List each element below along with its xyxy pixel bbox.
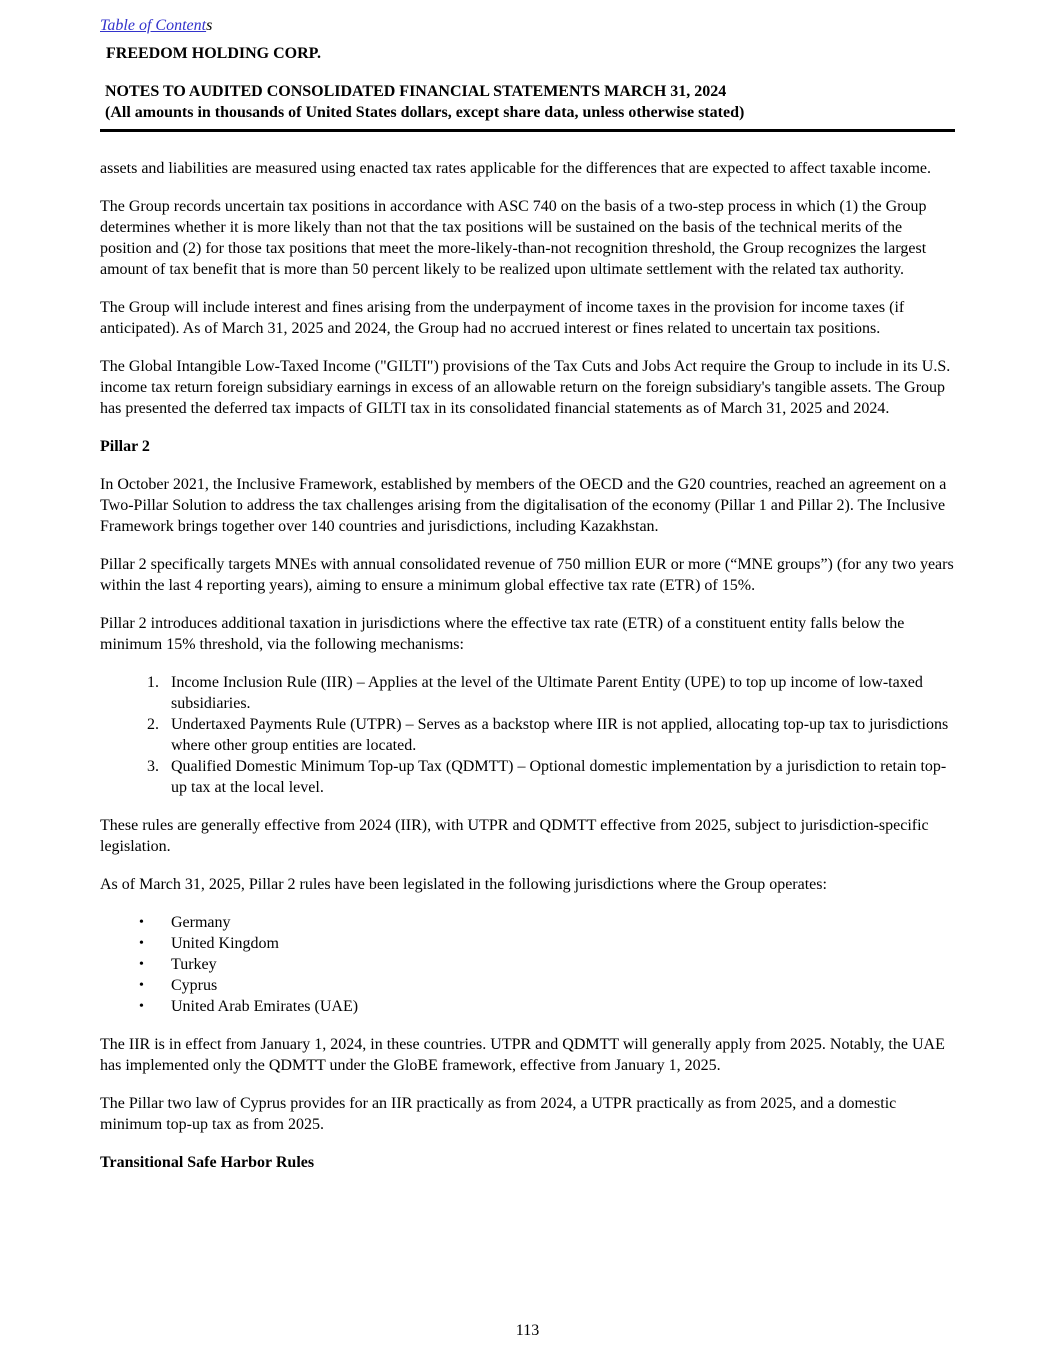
- list-item: 3. Qualified Domestic Minimum Top-up Tax (QDMTT) – Optional domestic implementation by a jurisdiction to retain top-up tax at the local level.: [163, 756, 955, 798]
- list-item: • Turkey: [163, 954, 955, 975]
- paragraph-gilti: The Global Intangible Low-Taxed Income ("GILTI") provisions of the Tax Cuts and Jobs Act require the Group to include in its U.S. income tax return foreign subsidiary earnings in excess of an allowable return on the foreign subsidiary's tangible assets. The Group has presented the deferred tax impacts of GILTI tax in its consolidated financial statements as of March 31, 2025 and 2024.: [100, 358, 951, 417]
- document-title-line2: (All amounts in thousands of United States dollars, except share data, unless otherwise stated): [105, 104, 745, 121]
- list-item: • United Arab Emirates (UAE): [163, 996, 955, 1017]
- table-of-contents-link[interactable]: Table of Content: [100, 17, 207, 34]
- paragraph-asc740: The Group records uncertain tax positions in accordance with ASC 740 on the basis of a two-step process in which (1) the Group determines whether it is more likely than not that the tax positions will be sustained on the basis of the technical merits of the position and (2) for those tax positions that meet the more-likely-than-not recognition threshold, the Group recognizes the largest amount of tax benefit that is more than 50 percent likely to be realized upon ultimate settlement with the related tax authority.: [100, 198, 927, 278]
- paragraph-rules-effective: These rules are generally effective from 2024 (IIR), with UTPR and QDMTT effective from 2025, subject to jurisdiction-specific legislation.: [100, 817, 929, 855]
- notes-body: [100, 132, 955, 1173]
- paragraph-cyprus-law: The Pillar two law of Cyprus provides for an IIR practically as from 2024, a UTPR practically as from 2025, and a domestic minimum top-up tax as from 2025.: [100, 1095, 897, 1133]
- paragraph-mne-groups: Pillar 2 specifically targets MNEs with annual consolidated revenue of 750 million EUR or more (“MNE groups”) (for any two years within the last 4 reporting years), aiming to ensure a minimum global effective tax rate (ETR) of 15%.: [100, 556, 954, 594]
- page-number: 113: [515, 1322, 540, 1339]
- list-item: • Cyprus: [163, 975, 955, 996]
- page-header: [100, 15, 955, 132]
- list-item: • United Kingdom: [163, 933, 955, 954]
- heading-pillar-2: Pillar 2: [100, 438, 150, 455]
- toc-link-suffix: s: [206, 17, 213, 34]
- paragraph-inclusive-framework: In October 2021, the Inclusive Framework, established by members of the OECD and the G20 countries, reached an agreement on a Two-Pillar Solution to address the tax challenges arising from the digitalisation of the economy (Pillar 1 and Pillar 2). The Inclusive Framework brings together over 140 countries and jurisdictions, including Kazakhstan.: [100, 476, 947, 535]
- mechanisms-numbered-list: [100, 672, 955, 798]
- paragraph-tax-rates: assets and liabilities are measured using enacted tax rates applicable for the differences that are expected to affect taxable income.: [100, 160, 932, 177]
- paragraph-iir-effect: The IIR is in effect from January 1, 2024, in these countries. UTPR and QDMTT will generally apply from 2025. Notably, the UAE has implemented only the QDMTT under the GloBE framework, effective from January 1, 2025.: [100, 1036, 945, 1074]
- list-item: • Germany: [163, 912, 955, 933]
- company-name: FREEDOM HOLDING CORP.: [106, 45, 321, 62]
- jurisdictions-bullet-list: [100, 912, 955, 1017]
- toc-row: [100, 15, 955, 36]
- paragraph-mechanisms-intro: Pillar 2 introduces additional taxation in jurisdictions where the effective tax rate (ETR) of a constituent entity falls below the minimum 15% threshold, via the following mechanisms:: [100, 615, 905, 653]
- list-item: 2. Undertaxed Payments Rule (UTPR) – Serves as a backstop where IIR is not applied, allocating top-up tax to jurisdictions where other group entities are located.: [163, 714, 955, 756]
- paragraph-interest-fines: The Group will include interest and fines arising from the underpayment of income taxes in the provision for income taxes (if anticipated). As of March 31, 2025 and 2024, the Group had no accrued interest or fines related to uncertain tax positions.: [100, 299, 905, 337]
- paragraph-jurisdictions-intro: As of March 31, 2025, Pillar 2 rules have been legislated in the following jurisdictions where the Group operates:: [100, 876, 827, 893]
- document-title-line1: NOTES TO AUDITED CONSOLIDATED FINANCIAL STATEMENTS MARCH 31, 2024: [105, 83, 727, 100]
- heading-transitional-safe-harbor: Transitional Safe Harbor Rules: [100, 1154, 315, 1171]
- list-item: 1. Income Inclusion Rule (IIR) – Applies at the level of the Ultimate Parent Entity (UPE) to top up income of low-taxed subsidiaries.: [163, 672, 955, 714]
